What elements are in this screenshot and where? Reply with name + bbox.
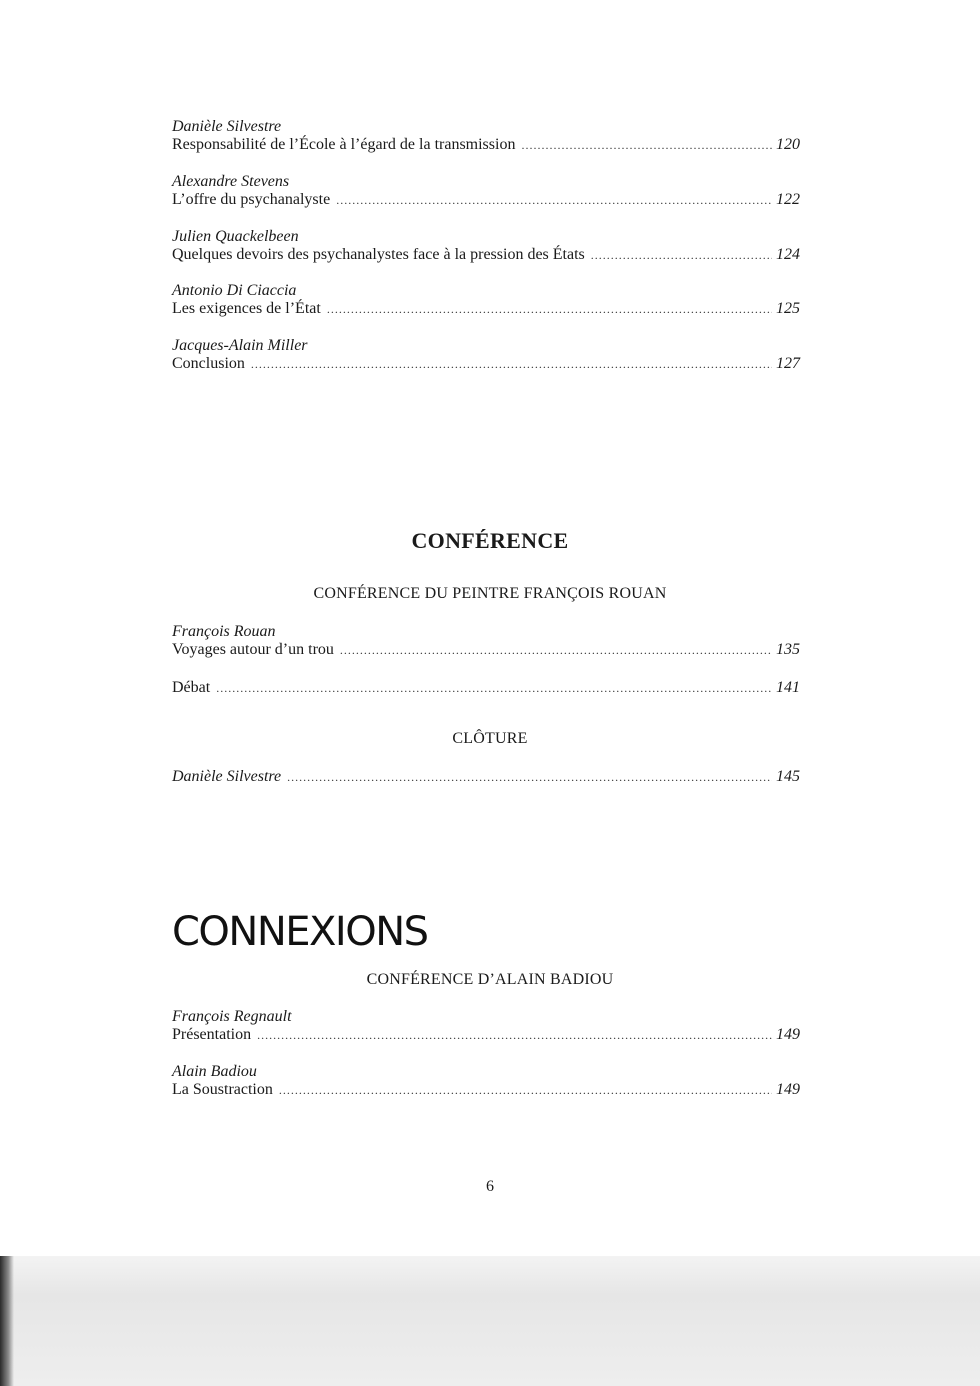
entry-page-number: 149	[776, 1081, 800, 1098]
dot-leader	[257, 1026, 772, 1044]
entry-page-number: 145	[776, 768, 800, 785]
scan-shadow	[0, 1256, 980, 1386]
entry-author: Julien Quackelbeen	[172, 228, 299, 245]
scan-edge	[0, 1256, 14, 1386]
subsection-heading-cloture: CLÔTURE	[452, 730, 528, 747]
entry-line	[172, 641, 800, 659]
entry-line	[172, 355, 800, 373]
entry-author: François Rouan	[172, 623, 276, 640]
entry-title: Quelques devoirs des psychanalystes face à la pression des États	[172, 246, 585, 263]
entry-author: Alexandre Stevens	[172, 173, 290, 190]
dot-leader	[591, 246, 772, 264]
toc-entry	[172, 282, 800, 318]
section-heading-connexions: CONNEXIONS	[172, 909, 428, 955]
entry-line	[172, 768, 800, 786]
entry-author: Jacques-Alain Miller	[172, 337, 308, 354]
toc-entry	[172, 228, 800, 264]
entry-title: Conclusion	[172, 355, 245, 372]
entry-line	[172, 300, 800, 318]
entry-line	[172, 679, 800, 697]
entry-page-number: 149	[776, 1026, 800, 1043]
dot-leader	[521, 136, 772, 154]
toc-entry	[172, 337, 800, 373]
entry-line	[172, 1081, 800, 1099]
entry-title: Débat	[172, 679, 211, 696]
dot-leader	[251, 355, 772, 373]
toc-entry	[172, 623, 800, 659]
entry-title: Présentation	[172, 1026, 252, 1043]
entry-page-number: 125	[776, 300, 800, 317]
subsection-heading-badiou: CONFÉRENCE D’ALAIN BADIOU	[366, 971, 614, 988]
entry-author: François Regnault	[172, 1008, 292, 1025]
entry-title: Responsabilité de l’École à l’égard de la transmission	[172, 136, 516, 153]
entry-line	[172, 246, 800, 264]
toc-entry	[172, 118, 800, 154]
entry-page-number: 141	[776, 679, 800, 696]
page-number: 6	[486, 1178, 494, 1195]
dot-leader	[287, 768, 772, 786]
dot-leader	[279, 1081, 772, 1099]
entry-title: La Soustraction	[172, 1081, 273, 1098]
toc-entry	[172, 1008, 800, 1044]
toc-entry-debat	[172, 679, 800, 697]
entry-page-number: 122	[776, 191, 800, 208]
entry-line	[172, 191, 800, 209]
dot-leader	[216, 679, 772, 697]
dot-leader	[327, 300, 772, 318]
entry-title: L’offre du psychanalyste	[172, 191, 331, 208]
section-heading-conference: CONFÉRENCE	[411, 528, 569, 553]
entry-page-number: 135	[776, 641, 800, 658]
entry-title: Danièle Silvestre	[172, 768, 282, 785]
entry-author: Antonio Di Ciaccia	[172, 282, 297, 299]
entry-title: Les exigences de l’État	[172, 300, 321, 317]
entry-line	[172, 1026, 800, 1044]
entry-page-number: 127	[776, 355, 800, 372]
toc-entry-cloture	[172, 768, 800, 786]
entry-title: Voyages autour d’un trou	[172, 641, 334, 658]
entry-author: Alain Badiou	[172, 1063, 257, 1080]
toc-entry	[172, 173, 800, 209]
entry-page-number: 124	[776, 246, 800, 263]
dot-leader	[336, 191, 772, 209]
entry-author: Danièle Silvestre	[172, 118, 282, 135]
entry-page-number: 120	[776, 136, 800, 153]
subsection-heading-rouan: CONFÉRENCE DU PEINTRE FRANÇOIS ROUAN	[313, 585, 667, 602]
dot-leader	[340, 641, 772, 659]
toc-entry	[172, 1063, 800, 1099]
entry-line	[172, 136, 800, 154]
